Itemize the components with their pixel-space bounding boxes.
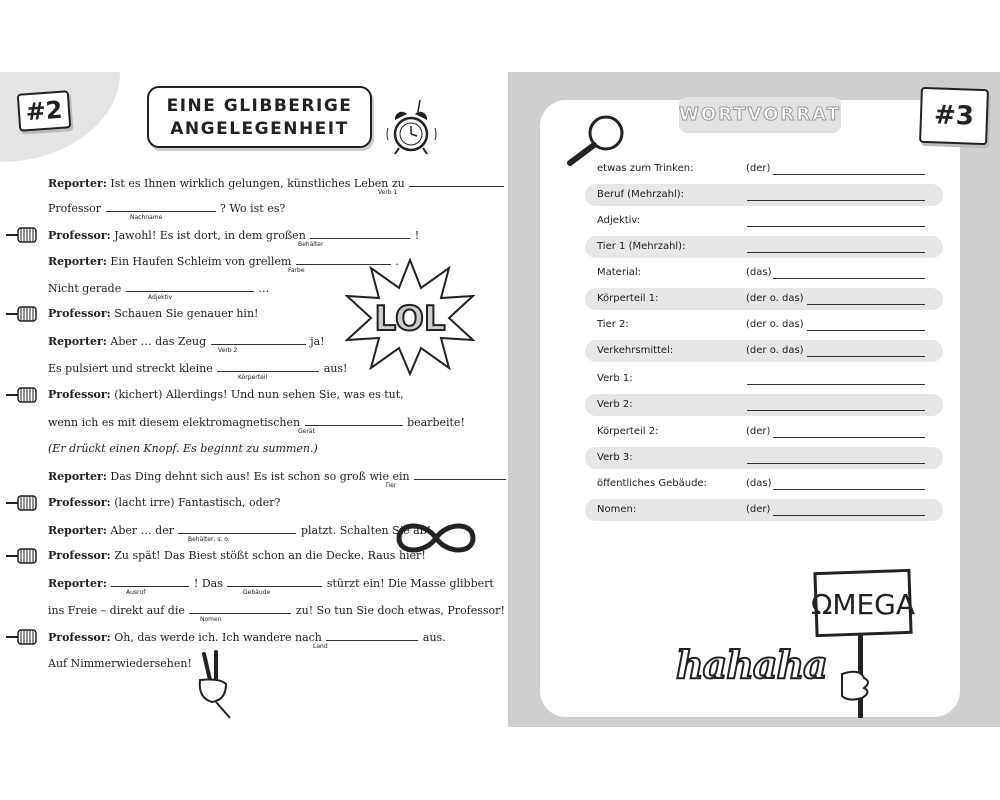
line-text-end: stürzt ein! Die Masse glibbert (326, 577, 494, 590)
blank-hint: Verb 2 (218, 347, 238, 354)
line-text-end: aus. (422, 631, 446, 644)
line-text-end: ja! (310, 335, 325, 348)
line-text-end: platzt. Schalten Sie ab! (300, 524, 432, 537)
hahaha-lettering: hahaha (676, 642, 827, 687)
story-line (48, 388, 404, 402)
speaker-label: Reporter: (48, 255, 107, 268)
blank-field[interactable] (211, 334, 306, 345)
blank-field[interactable] (217, 361, 319, 372)
word-row (585, 473, 943, 495)
blank-hint: Nachname (130, 214, 163, 221)
story-line (48, 201, 285, 216)
word-label: etwas zum Trinken: (597, 163, 694, 174)
word-label: Tier 2: (597, 319, 629, 330)
answer-field[interactable] (807, 330, 925, 331)
blank-field[interactable] (310, 228, 410, 239)
microphone-icon (6, 304, 40, 324)
word-row (585, 184, 943, 206)
story-line (48, 307, 258, 321)
word-row (585, 210, 943, 232)
microphone-icon (6, 493, 40, 513)
line-text-end: … (258, 282, 270, 295)
line-text: Schauen Sie genauer hin! (114, 307, 259, 320)
word-row (585, 421, 943, 443)
story-line (48, 334, 325, 349)
peace-hand-icon (190, 650, 238, 720)
story-line (48, 496, 280, 510)
blank-hint: Behälter (298, 241, 324, 248)
blank-field[interactable] (409, 176, 504, 187)
speaker-label: Professor: (48, 496, 111, 509)
line-text: wenn ich es mit diesem elektromagnetischen (48, 416, 301, 429)
title-line-2: ANGELEGENHEIT (170, 119, 349, 139)
speaker-label: Professor: (48, 631, 111, 644)
word-article: (das) (746, 478, 772, 489)
blank-hint: Adjektiv (148, 294, 173, 301)
answer-field[interactable] (807, 356, 925, 357)
sign-text: ΩMEGA (810, 588, 916, 621)
word-label: Verb 3: (597, 452, 633, 463)
word-row (585, 288, 943, 310)
microphone-icon (6, 546, 40, 566)
speaker-label: Professor: (48, 388, 111, 401)
answer-field[interactable] (773, 278, 925, 279)
microphone-icon (6, 627, 40, 647)
word-article: (der) (746, 426, 771, 437)
line-text: (Er drückt einen Knopf. Es beginnt zu summen.) (48, 442, 318, 455)
lol-burst-illustration (345, 258, 475, 376)
speaker-label: Professor: (48, 229, 111, 242)
lol-text: LOL (374, 299, 446, 339)
answer-field[interactable] (773, 489, 925, 490)
line-text-end: aus! (323, 362, 348, 375)
word-label: Material: (597, 267, 641, 278)
line-text-end: . (395, 255, 399, 268)
line-text: ! Das (193, 577, 223, 590)
blank-field[interactable] (111, 576, 189, 587)
word-label: öffentliches Gebäude: (597, 478, 707, 489)
blank-hint: Körperteil (238, 374, 268, 381)
word-article: (der o. das) (746, 345, 804, 356)
speaker-label: Reporter: (48, 577, 107, 590)
line-text-end: zu! So tun Sie doch etwas, Professor! (295, 604, 505, 617)
story-line (48, 576, 494, 591)
answer-field[interactable] (747, 463, 925, 464)
answer-field[interactable] (747, 384, 925, 385)
story-line (48, 549, 426, 563)
story-line (48, 361, 347, 376)
word-list-heading: WORTVORRAT (679, 97, 841, 133)
line-text: Nicht gerade (48, 282, 122, 295)
line-text: (kichert) Allerdings! Und nun sehen Sie, was es tut, (114, 388, 404, 401)
story-line (48, 228, 419, 243)
story-line (48, 415, 465, 430)
line-text: Aber … der (110, 524, 174, 537)
blank-field[interactable] (227, 576, 322, 587)
blank-hint: Land (313, 643, 328, 650)
speaker-label: Reporter: (48, 524, 107, 537)
line-text: Professor (48, 202, 102, 215)
line-text: Das Ding dehnt sich aus! Es ist schon so groß wie ein (110, 470, 410, 483)
speaker-label: Reporter: (48, 335, 107, 348)
word-row (585, 394, 943, 416)
answer-field[interactable] (747, 252, 925, 253)
blank-field[interactable] (106, 201, 216, 212)
blank-hint: Behälter, s. o. (188, 536, 230, 543)
word-label: Beruf (Mehrzahl): (597, 189, 685, 200)
word-article: (der) (746, 504, 771, 515)
microphone-icon (6, 225, 40, 245)
blank-hint: Tier (385, 482, 397, 489)
word-article: (das) (746, 267, 772, 278)
line-text: (lacht irre) Fantastisch, oder? (114, 496, 281, 509)
story-line (48, 630, 446, 645)
blank-hint: Farbe (288, 267, 305, 274)
answer-field[interactable] (747, 410, 925, 411)
word-row (585, 158, 943, 180)
story-title (147, 86, 372, 148)
line-text: Oh, das werde ich. Ich wandere nach (114, 631, 322, 644)
word-row (585, 499, 943, 521)
line-text-end: ! (414, 229, 420, 242)
infinity-icon (395, 516, 477, 560)
alarm-clock-icon (385, 98, 445, 158)
answer-field[interactable] (807, 304, 925, 305)
speaker-label: Professor: (48, 549, 111, 562)
word-row (585, 340, 943, 362)
blank-field[interactable] (414, 469, 506, 480)
line-text-end: bearbeite! (407, 416, 465, 429)
word-row (585, 314, 943, 336)
line-text: Ist es Ihnen wirklich gelungen, künstliches Leben zu (110, 177, 405, 190)
line-text: Zu spät! Das Biest stößt schon an die Decke. Raus hier! (114, 549, 426, 562)
word-label: Adjektiv: (597, 215, 641, 226)
omega-sign-illustration (808, 562, 918, 722)
word-row (585, 262, 943, 284)
word-label: Körperteil 1: (597, 293, 659, 304)
word-label: Nomen: (597, 504, 637, 515)
speaker-label: Reporter: (48, 177, 107, 190)
microphone-icon (6, 385, 40, 405)
story-line (48, 523, 431, 538)
story-line (48, 603, 505, 618)
word-row (585, 447, 943, 469)
story-line (48, 176, 512, 191)
answer-field[interactable] (747, 226, 925, 227)
word-article: (der o. das) (746, 293, 804, 304)
word-label: Körperteil 2: (597, 426, 659, 437)
title-line-1: EINE GLIBBERIGE (166, 96, 353, 116)
page-number-tag-3: #3 (919, 87, 989, 145)
line-text: Jawohl! Es ist dort, in dem großen (114, 229, 306, 242)
blank-field[interactable] (326, 630, 418, 641)
speaker-label: Professor: (48, 307, 111, 320)
word-label: Verb 1: (597, 373, 633, 384)
speaker-label: Reporter: (48, 470, 107, 483)
line-text: ins Freie – direkt auf die (48, 604, 185, 617)
blank-field[interactable] (126, 281, 254, 292)
blank-hint: Gebäude (243, 589, 271, 596)
blank-field[interactable] (189, 603, 291, 614)
blank-hint: Ausruf (126, 589, 146, 596)
line-text: Auf Nimmerwiedersehen! (48, 657, 192, 670)
word-article: (der) (746, 163, 771, 174)
line-text: Aber … das Zeug (110, 335, 207, 348)
blank-field[interactable] (178, 523, 296, 534)
word-label: Tier 1 (Mehrzahl): (597, 241, 686, 252)
line-text: Es pulsiert und streckt kleine (48, 362, 213, 375)
blank-hint: Nomen (200, 616, 222, 623)
word-row (585, 236, 943, 258)
stage-direction (48, 442, 318, 456)
answer-field[interactable] (773, 437, 925, 438)
story-line (48, 657, 192, 671)
word-row (585, 368, 943, 390)
page-number-tag-2: #2 (17, 90, 72, 132)
word-label: Verb 2: (597, 399, 633, 410)
word-label: Verkehrsmittel: (597, 345, 674, 356)
blank-hint: Verb 1 (378, 189, 398, 196)
word-article: (der o. das) (746, 319, 804, 330)
line-text-end: ? Wo ist es? (220, 202, 286, 215)
story-line (48, 469, 515, 484)
answer-field[interactable] (747, 200, 925, 201)
answer-field[interactable] (773, 515, 925, 516)
blank-field[interactable] (305, 415, 403, 426)
line-text: Ein Haufen Schleim von grellem (110, 255, 292, 268)
answer-field[interactable] (773, 174, 925, 175)
blank-hint: Gerät (298, 428, 315, 435)
